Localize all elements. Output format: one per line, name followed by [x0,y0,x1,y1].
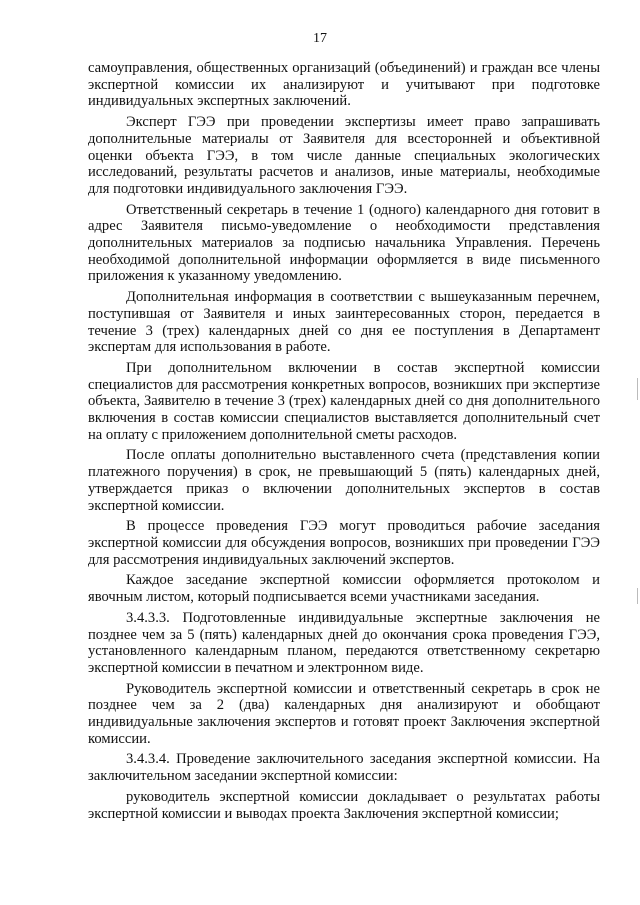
paragraph-3: Ответственный секретарь в течение 1 (одного) календарного дня готовит в адрес Заявителя письмо-уведомление о необходимости представления дополнительных материалов за подписью начальника Управления. Перечень необходимой дополнительной информации оформляется в виде письменного приложения к указанному уведомлению. [88,201,600,285]
paragraph-6: После оплаты дополнительно выставленного счета (представления копии платежного поручения) в срок, не превышающий 5 (пять) календарных дней, утверждается приказ о включении дополнительных экспертов в состав экспертной комиссии. [88,447,600,514]
scan-edge-mark [637,378,638,400]
paragraph-4: Дополнительная информация в соответствии с вышеуказанным перечнем, поступившая от Заявителя и иных заинтересованных сторон, передается в течение 3 (трех) календарных дней со дня ее поступления в Департамент экспертам для использования в работе. [88,289,600,356]
paragraph-8: Каждое заседание экспертной комиссии оформляется протоколом и явочным листом, который подписывается всеми участниками заседания. [88,572,600,606]
page-number: 17 [313,31,327,46]
document-body [88,60,600,826]
paragraph-7: В процессе проведения ГЭЭ могут проводиться рабочие заседания экспертной комиссии для обсуждения вопросов, возникших при проведении ГЭЭ для рассмотрения индивидуальных заключений экспертов. [88,518,600,568]
paragraph-9: 3.4.3.3. Подготовленные индивидуальные экспертные заключения не позднее чем за 5 (пять) календарных дней до окончания срока проведения ГЭЭ, установленного календарным планом, передаются ответственному секретарю экспертной комиссии в печатном и электронном виде. [88,609,600,676]
paragraph-5: При дополнительном включении в состав экспертной комиссии специалистов для рассмотрения конкретных вопросов, возникших при экспертизе объекта, Заявителю в течение 3 (трех) календарных дней со дня дополнительного включения в состав комиссии специалистов выставляется дополнительный счет на оплату с приложением дополнительной сметы расходов. [88,359,600,443]
paragraph-12: руководитель экспертной комиссии докладывает о результатах работы экспертной комиссии и выводах проекта Заключения экспертной комиссии; [88,788,600,822]
paragraph-10: Руководитель экспертной комиссии и ответственный секретарь в срок не позднее чем за 2 (два) календарных дня анализируют и обобщают индивидуальные заключения экспертов и готовят проект Заключения экспертной комиссии. [88,680,600,747]
paragraph-1: самоуправления, общественных организаций (объединений) и граждан все члены экспертной комиссии их анализируют и учитывают при подготовке индивидуальных экспертных заключений. [88,60,600,110]
paragraph-11: 3.4.3.4. Проведение заключительного заседания экспертной комиссии. На заключительном заседании экспертной комиссии: [88,751,600,785]
paragraph-2: Эксперт ГЭЭ при проведении экспертизы имеет право запрашивать дополнительные материалы от Заявителя для всесторонней и объективной оценки объекта ГЭЭ, в том числе данные специальных экологических исследований, результаты расчетов и анализов, иные материалы, необходимые для подготовки индивидуального заключения ГЭЭ. [88,114,600,197]
scan-edge-mark [637,588,638,604]
